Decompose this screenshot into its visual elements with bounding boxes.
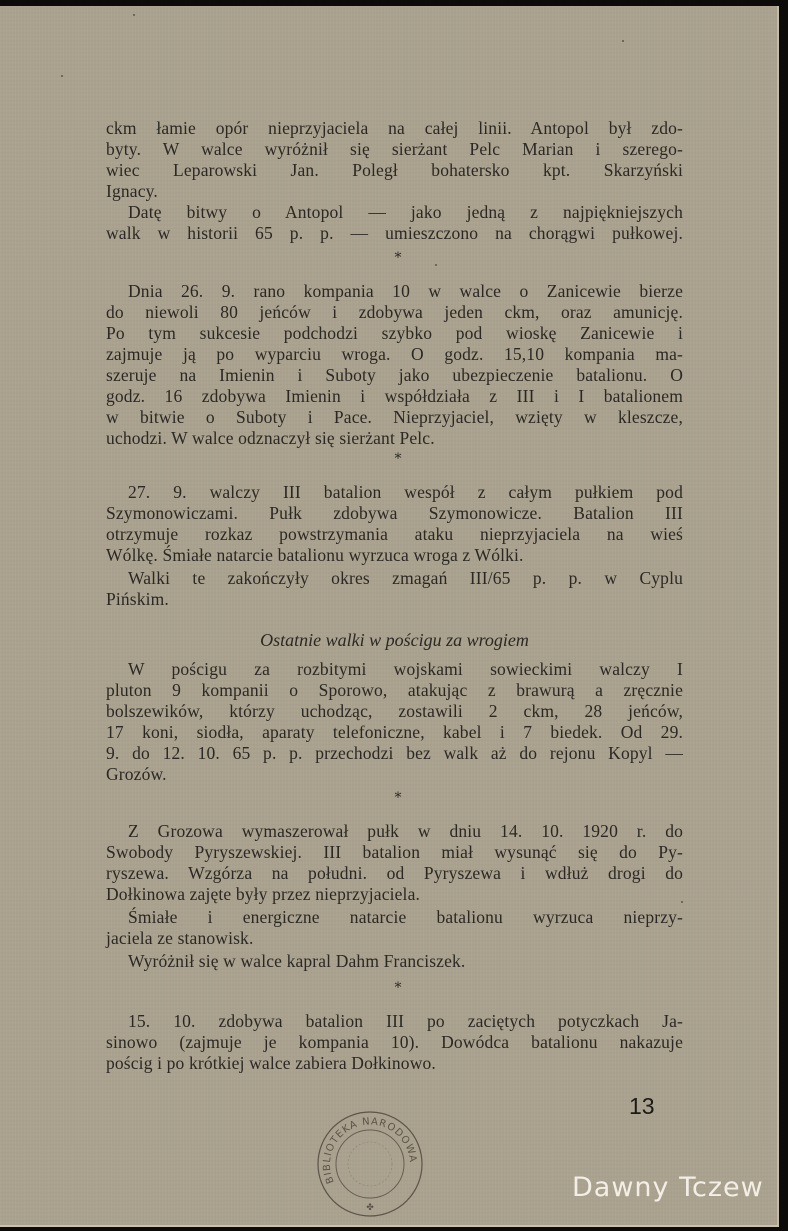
text-line: Z Grozowa wymaszerował pułk w dniu 14. 10. 1920 r. do bbox=[128, 821, 683, 841]
text-line: 9. do 12. 10. 65 p. p. przechodzi bez walk aż do rejonu Kopyl — bbox=[106, 743, 683, 763]
text-line: 27. 9. walczy III batalion wespół z całym pułkiem pod bbox=[128, 482, 683, 502]
section-separator: * bbox=[394, 980, 402, 996]
text-line: Grozów. bbox=[106, 764, 167, 784]
text-line: Ignacy. bbox=[106, 181, 158, 201]
text-line: Wólkę. Śmiałe natarcie batalionu wyrzuca wroga z Wólki. bbox=[106, 545, 524, 565]
text-line: otrzymuje rozkaz powstrzymania ataku nieprzyjaciela na wieś bbox=[106, 524, 683, 544]
section-separator: * bbox=[394, 790, 402, 806]
page-edge-bottom bbox=[0, 1225, 779, 1227]
paper-speck bbox=[133, 14, 135, 16]
text-line: Datę bitwy o Antopol — jako jedną z najpiękniejszych bbox=[128, 202, 683, 222]
section-separator: * bbox=[394, 250, 402, 266]
text-line: pluton 9 kompanii o Sporowo, atakując z brawurą a zręcznie bbox=[106, 680, 683, 700]
text-line: Po tym sukcesie podchodzi szybko pod wioskę Zanicewie i bbox=[106, 323, 683, 343]
section-separator: * bbox=[394, 451, 402, 467]
text-line: bolszewików, którzy uchodząc, zostawili 2 ckm, 28 jeńców, bbox=[106, 701, 683, 721]
text-line: Śmiałe i energiczne natarcie batalionu wyrzuca nieprzy- bbox=[128, 907, 683, 927]
text-line: Dnia 26. 9. rano kompania 10 w walce o Zanicewie bierze bbox=[128, 281, 683, 301]
text-line: ckm łamie opór nieprzyjaciela na całej linii. Antopol był zdo- bbox=[106, 118, 683, 138]
text-line: 17 koni, siodła, aparaty telefoniczne, kabel i 7 biedek. Od 29. bbox=[106, 722, 683, 742]
text-line: Pińskim. bbox=[106, 589, 169, 609]
text-line: Dołkinowa zajęte były przez nieprzyjaciela. bbox=[106, 884, 421, 904]
text-line: Swobody Pyryszewskiej. III batalion miał wysunąć się do Py- bbox=[106, 842, 683, 862]
text-line: walk w historii 65 p. p. — umieszczono na chorągwi pułkowej. bbox=[106, 223, 683, 243]
page-edge-right bbox=[777, 6, 779, 1227]
library-stamp bbox=[314, 1108, 426, 1220]
text-line: w bitwie o Suboty i Pace. Nieprzyjaciel, wzięty w kleszcze, bbox=[106, 407, 683, 427]
text-line: do niewoli 80 jeńców i zdobywa jeden ckm, oraz amunicję. bbox=[106, 302, 683, 322]
text-line: uchodzi. W walce odznaczył się sierżant Pelc. bbox=[106, 428, 435, 448]
paper-speck bbox=[622, 40, 624, 42]
text-line: szeruje na Imienin i Suboty jako ubezpieczenie batalionu. O bbox=[106, 365, 683, 385]
text-line: godz. 16 zdobywa Imienin i współdziała z III i I batalionem bbox=[106, 386, 683, 406]
text-line: wiec Leparowski Jan. Poległ bohatersko kpt. Skarzyński bbox=[106, 160, 683, 180]
text-line: zajmuje ją po wyparciu wroga. O godz. 15,10 kompania ma- bbox=[106, 344, 683, 364]
stamp-text: BIBLIOTEKA NARODOWA bbox=[321, 1116, 419, 1185]
text-line: W pościgu za rozbitymi wojskami sowieckimi walczy I bbox=[128, 659, 683, 679]
text-line: Szymonowiczami. Pułk zdobywa Szymonowicze. Batalion III bbox=[106, 503, 683, 523]
section-heading: Ostatnie walki w pościgu za wrogiem bbox=[260, 630, 529, 650]
text-line: jaciela ze stanowisk. bbox=[106, 928, 254, 948]
text-line: 15. 10. zdobywa batalion III po zaciętych potyczkach Ja- bbox=[128, 1011, 683, 1031]
svg-text:BIBLIOTEKA NARODOWA bbox=[322, 1116, 418, 1185]
paper-speck bbox=[61, 75, 63, 77]
svg-text:✤: ✤ bbox=[366, 1203, 374, 1213]
page-number: 13 bbox=[629, 1093, 655, 1119]
text-line: pościg i po krótkiej walce zabiera Dołkinowo. bbox=[106, 1053, 436, 1073]
paper-speck bbox=[435, 264, 437, 266]
text-line: Wyróżnił się w walce kapral Dahm Franciszek. bbox=[128, 951, 466, 971]
text-line: sinowo (zajmuje je kompania 10). Dowódca batalionu nakazuje bbox=[106, 1032, 683, 1052]
watermark: Dawny Tczew bbox=[572, 1172, 764, 1203]
text-line: byty. W walce wyróżnił się sierżant Pelc Marian i szerego- bbox=[106, 139, 683, 159]
text-line: Walki te zakończyły okres zmagań III/65 p. p. w Cyplu bbox=[128, 568, 683, 588]
text-line: ryszewa. Wzgórza na południ. od Pyryszewa i wdłuż drogi do bbox=[106, 863, 683, 883]
